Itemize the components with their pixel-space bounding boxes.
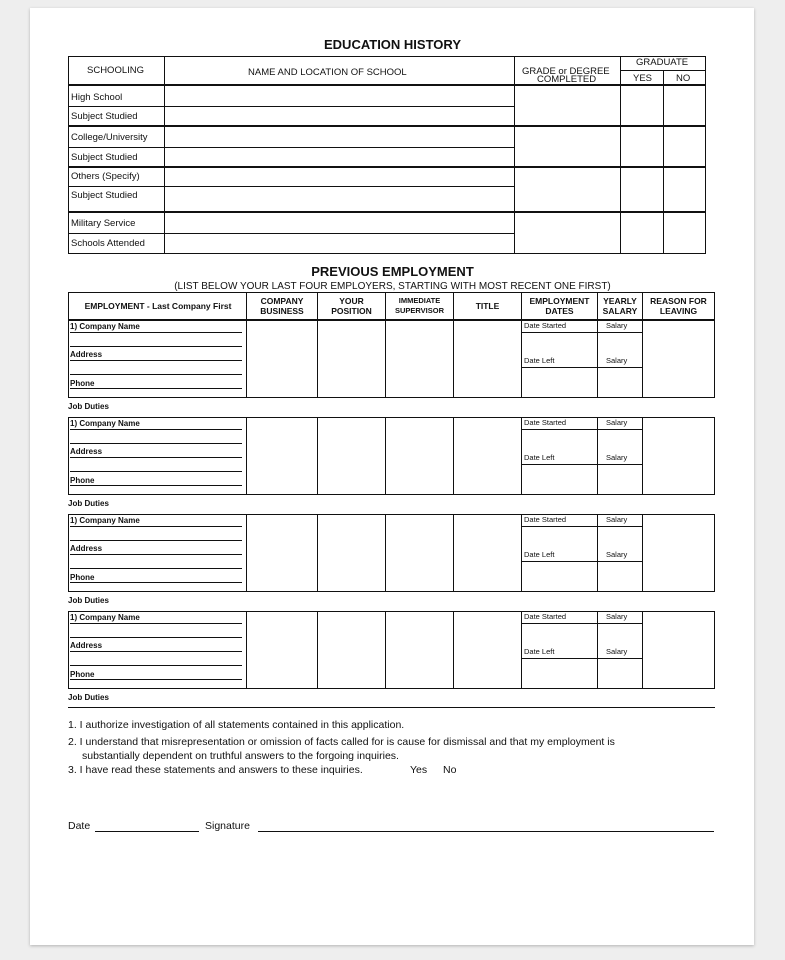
graduate-no-header: NO xyxy=(676,73,691,84)
row-college-university: College/University xyxy=(71,132,148,143)
company-business-field[interactable] xyxy=(247,612,317,688)
your-position-field[interactable] xyxy=(318,321,385,397)
job-duties-label: Job Duties xyxy=(68,693,109,702)
date-left-label: Date Left xyxy=(524,647,555,656)
company-name-label: 1) Company Name xyxy=(70,419,140,428)
reason-leaving-field[interactable] xyxy=(643,612,714,688)
statement-2: 2. I understand that misrepresentation or omission of facts called for is cause for dismissal and that my employment is xyxy=(68,736,615,748)
title-field[interactable] xyxy=(454,321,521,397)
address-label: Address xyxy=(70,544,103,553)
date-left-label: Date Left xyxy=(524,453,555,462)
company-name-label: 1) Company Name xyxy=(70,613,140,622)
high-school-name-field[interactable] xyxy=(165,86,514,106)
education-history-title: EDUCATION HISTORY xyxy=(324,37,461,52)
company-business-field[interactable] xyxy=(247,418,317,494)
phone-label: Phone xyxy=(70,573,95,582)
row-military-service: Military Service xyxy=(71,218,136,229)
salary-end-label: Salary xyxy=(606,647,628,656)
statement-2-continued: substantially dependent on truthful answers to the forgoing inquiries. xyxy=(82,750,399,762)
grade-header-line2: COMPLETED xyxy=(537,74,597,85)
graduate-yes-header: YES xyxy=(633,73,653,84)
company-business-header-2: BUSINESS xyxy=(260,306,304,316)
row-others-specify: Others (Specify) xyxy=(71,171,140,182)
phone-label: Phone xyxy=(70,670,95,679)
supervisor-field[interactable] xyxy=(386,418,453,494)
title-field[interactable] xyxy=(454,612,521,688)
your-position-field[interactable] xyxy=(318,418,385,494)
job-duties-label: Job Duties xyxy=(68,499,109,508)
row-high-school: High School xyxy=(71,92,123,103)
company-name-label: 1) Company Name xyxy=(70,516,140,525)
signature-field[interactable] xyxy=(258,831,714,832)
previous-employment-subtitle: (LIST BELOW YOUR LAST FOUR EMPLOYERS, STARTING WITH MOST RECENT ONE FIRST) xyxy=(174,281,611,292)
row-subject-studied-1: Subject Studied xyxy=(71,111,138,122)
company-business-header-1: COMPANY xyxy=(260,296,304,306)
salary-end-label: Salary xyxy=(606,550,628,559)
college-name-field[interactable] xyxy=(165,127,514,147)
graduate-header: GRADUATE xyxy=(636,57,689,68)
row-subject-studied-2: Subject Studied xyxy=(71,152,138,163)
salary-start-label: Salary xyxy=(606,612,628,621)
name-location-header: NAME AND LOCATION OF SCHOOL xyxy=(248,67,407,78)
date-started-label: Date Started xyxy=(524,515,567,524)
address-label: Address xyxy=(70,447,103,456)
reason-leaving-header-1: REASON FOR xyxy=(650,296,707,306)
date-started-label: Date Started xyxy=(524,418,567,427)
previous-employment-title: PREVIOUS EMPLOYMENT xyxy=(311,264,474,279)
supervisor-field[interactable] xyxy=(386,321,453,397)
salary-start-label: Salary xyxy=(606,418,628,427)
job-duties-label: Job Duties xyxy=(68,596,109,605)
reason-leaving-field[interactable] xyxy=(643,515,714,591)
statement-1: 1. I authorize investigation of all statements contained in this application. xyxy=(68,719,405,731)
employment-dates-header-1: EMPLOYMENT xyxy=(529,296,590,306)
employment-header: EMPLOYMENT - Last Company First xyxy=(84,301,232,311)
others-name-field[interactable] xyxy=(165,168,514,186)
phone-label: Phone xyxy=(70,379,95,388)
supervisor-header-2: SUPERVISOR xyxy=(394,306,445,315)
company-business-field[interactable] xyxy=(247,321,317,397)
title-header: TITLE xyxy=(475,301,500,311)
salary-end-label: Salary xyxy=(606,356,628,365)
row-schools-attended: Schools Attended xyxy=(71,238,145,249)
reason-leaving-header-2: LEAVING xyxy=(659,306,698,316)
yes-option[interactable]: Yes xyxy=(410,764,428,776)
statement-3: 3. I have read these statements and answers to these inquiries. xyxy=(68,764,363,776)
no-option[interactable]: No xyxy=(443,764,457,776)
your-position-header-2: POSITION xyxy=(331,306,372,316)
salary-start-label: Salary xyxy=(606,515,628,524)
date-field[interactable] xyxy=(95,831,199,832)
date-started-label: Date Started xyxy=(524,612,567,621)
salary-end-label: Salary xyxy=(606,453,628,462)
date-left-label: Date Left xyxy=(524,550,555,559)
your-position-field[interactable] xyxy=(318,612,385,688)
military-service-field[interactable] xyxy=(165,213,514,233)
job-duties-label: Job Duties xyxy=(68,402,109,411)
supervisor-field[interactable] xyxy=(386,612,453,688)
your-position-header-1: YOUR xyxy=(339,296,364,306)
schooling-header: SCHOOLING xyxy=(87,65,145,76)
reason-leaving-field[interactable] xyxy=(643,418,714,494)
employment-dates-header-2: DATES xyxy=(545,306,574,316)
row-subject-studied-3: Subject Studied xyxy=(71,190,138,201)
supervisor-header-1: IMMEDIATE xyxy=(398,296,441,305)
title-field[interactable] xyxy=(454,515,521,591)
address-label: Address xyxy=(70,350,103,359)
yearly-salary-header-1: YEARLY xyxy=(603,296,637,306)
grade-header-line1: GRADE or DEGREE xyxy=(522,66,610,77)
supervisor-field[interactable] xyxy=(386,515,453,591)
yearly-salary-header-2: SALARY xyxy=(602,306,638,316)
company-business-field[interactable] xyxy=(247,515,317,591)
date-left-label: Date Left xyxy=(524,356,555,365)
company-name-label: 1) Company Name xyxy=(70,322,140,331)
address-label: Address xyxy=(70,641,103,650)
date-label: Date xyxy=(68,820,91,832)
others-subject-field[interactable] xyxy=(165,187,514,211)
salary-start-label: Salary xyxy=(606,321,628,330)
title-field[interactable] xyxy=(454,418,521,494)
high-school-subject-field[interactable] xyxy=(165,107,514,125)
reason-leaving-field[interactable] xyxy=(643,321,714,397)
date-started-label: Date Started xyxy=(524,321,567,330)
your-position-field[interactable] xyxy=(318,515,385,591)
college-subject-field[interactable] xyxy=(165,148,514,166)
phone-label: Phone xyxy=(70,476,95,485)
signature-label: Signature xyxy=(205,820,250,832)
schools-attended-field[interactable] xyxy=(165,234,514,254)
